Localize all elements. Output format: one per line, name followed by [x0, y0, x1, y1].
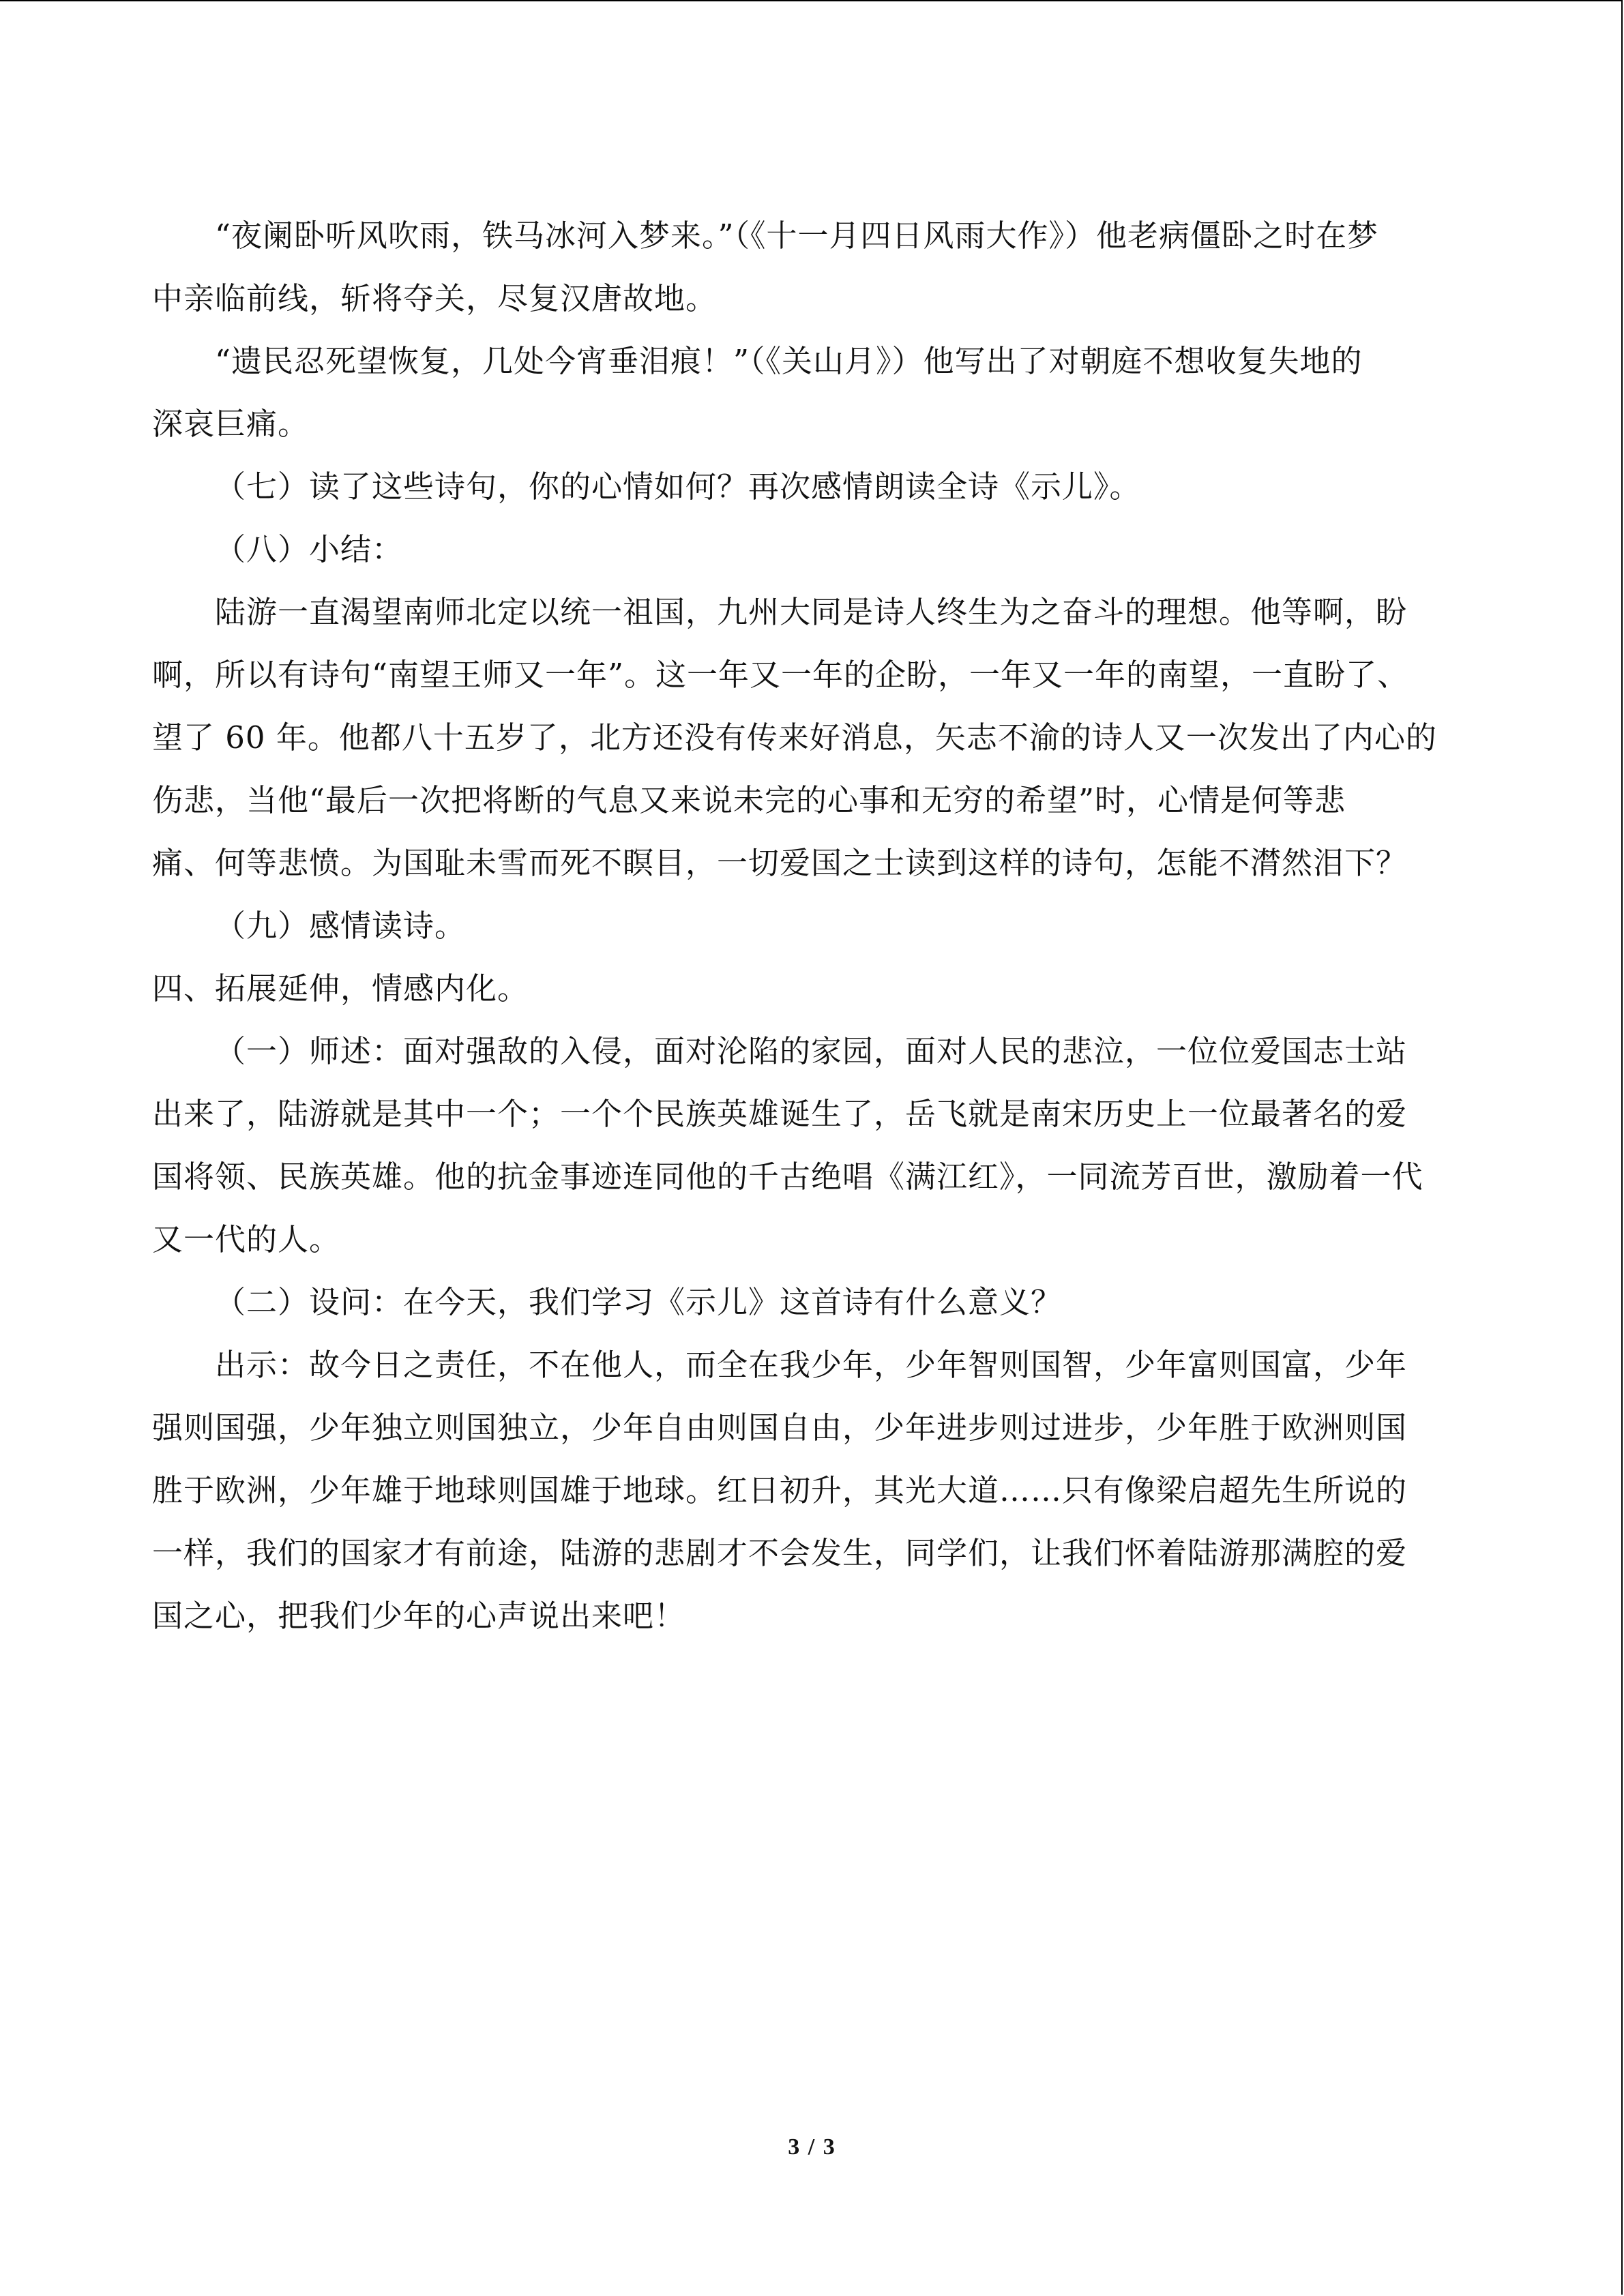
text-line: 强则国强，少年独立则国独立，少年自由则国自由，少年进步则过进步，少年胜于欧洲则国 [152, 1410, 1408, 1446]
text-line: “遗民忍死望恢复，几处今宵垂泪痕！”（《关山月》）他写出了对朝庭不想收复失地的 [215, 343, 1363, 379]
text-line: 国将领、民族英雄。他的抗金事迹连同他的千古绝唱《满江红》，一同流芳百世，激励着一代 [152, 1159, 1423, 1195]
text-line: 陆游一直渴望南师北定以统一祖国，九州大同是诗人终生为之奋斗的理想。他等啊，盼 [215, 594, 1408, 630]
section-heading: 四、拓展延伸，情感内化。 [152, 970, 529, 1007]
text-line: （二）设问：在今天，我们学习《示儿》这首诗有什么意义？ [215, 1284, 1063, 1320]
text-line: 出来了，陆游就是其中一个；一个个民族英雄诞生了，岳飞就是南宋历史上一位最著名的爱 [152, 1096, 1408, 1132]
text-line: 国之心，把我们少年的心声说出来吧！ [152, 1598, 686, 1634]
text-line: （一）师述：面对强敌的入侵，面对沦陷的家园，面对人民的悲泣，一位位爱国志士站 [215, 1033, 1408, 1069]
text-line: （七）读了这些诗句，你的心情如何？再次感情朗读全诗《示儿》。 [215, 468, 1141, 505]
text-line: （八）小结： [215, 531, 404, 567]
text-line: 又一代的人。 [152, 1221, 341, 1257]
text-line: “夜阑卧听风吹雨，铁马冰河入梦来。”（《十一月四日风雨大作》）他老病僵卧之时在梦 [215, 218, 1379, 254]
text-line: 出示：故今日之责任，不在他人，而全在我少年，少年智则国智，少年富则国富，少年 [215, 1347, 1408, 1383]
text-line: 啊，所以有诗句“南望王师又一年”。这一年又一年的企盼，一年又一年的南望，一直盼了、 [152, 657, 1409, 693]
document-body [152, 205, 1477, 1648]
text-line: 痛、何等悲愤。为国耻未雪而死不瞑目，一切爱国之士读到这样的诗句，怎能不潸然泪下？ [152, 845, 1408, 881]
text-line: 胜于欧洲，少年雄于地球则国雄于地球。红日初升，其光大道……只有像梁启超先生所说的 [152, 1472, 1408, 1508]
page-number: 3 / 3 [788, 2134, 836, 2160]
text-line: 一样，我们的国家才有前途，陆游的悲剧才不会发生，同学们，让我们怀着陆游那满腔的爱 [152, 1535, 1408, 1571]
text-line: （九）感情读诗。 [215, 908, 467, 944]
text-line: 望了 60 年。他都八十五岁了，北方还没有传来好消息，矢志不渝的诗人又一次发出了内心的 [152, 719, 1437, 756]
text-line: 深哀巨痛。 [152, 406, 310, 442]
text-line: 伤悲，当他“最后一次把将断的气息又来说未完的心事和无穷的希望”时，心情是何等悲 [152, 782, 1346, 818]
text-line: 中亲临前线，斩将夺关，尽复汉唐故地。 [152, 280, 718, 316]
